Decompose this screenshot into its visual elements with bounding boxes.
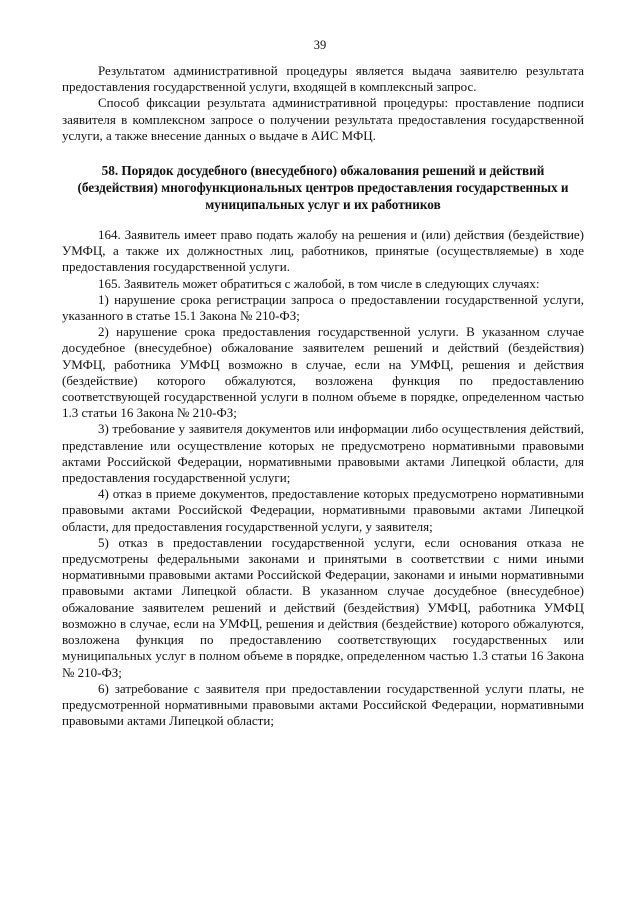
intro-paragraph-2: Способ фиксации результата административной процедуры: проставление подписи заявителя в комплексном запросе о получении результата предоставления государственной услуги, а также внесение данных о выдаче в АИС МФЦ.	[62, 95, 584, 143]
list-item-6: 6) затребование с заявителя при предоставлении государственной услуги платы, не предусмотренной нормативными правовыми актами Российской Федерации, нормативными правовыми актами Липецкой области;	[62, 680, 584, 729]
paragraph-164: 164. Заявитель имеет право подать жалобу на решения и (или) действия (бездействие) УМФЦ, а также их должностных лиц, работников, принятые (осуществляемые) в ходе предоставления государственной услуги.	[62, 227, 584, 275]
list-item-2: 2) нарушение срока предоставления государственной услуги. В указанном случае досудебное (внесудебное) обжалование заявителем решений и действий (бездействия) УМФЦ, работника УМФЦ возможно в случае, если на УМФЦ, решения и действия (бездействие) которого обжалуются, возложена функция по предоставлению соответствующей государственной услуги в полном объеме в порядке, определенном частью 1.3 статьи 16 Закона № 210-ФЗ;	[62, 324, 584, 421]
list-item-5: 5) отказ в предоставлении государственной услуги, если основания отказа не предусмотрены федеральными законами и принятыми в соответствии с ними иными нормативными правовыми актами Российской Федерации, законами и иными нормативными правовыми актами Липецкой области. В указанном случае досудебное (внесудебное) обжалование заявителем решений и действий (бездействия) УМФЦ, работника УМФЦ возможно в случае, если на УМФЦ, решения и действия (бездействие) которого обжалуются, возложена функция по предоставлению соответствующих государственных или муниципальных услуг в полном объеме в порядке, определенном частью 1.3 статьи 16 Закона № 210-ФЗ;	[62, 534, 584, 680]
list-item-1: 1) нарушение срока регистрации запроса о предоставлении государственной услуги, указанного в статье 15.1 Закона № 210-ФЗ;	[62, 291, 584, 324]
intro-paragraph-1: Результатом административной процедуры является выдача заявителю результата предоставления государственной услуги, входящей в комплексный запрос.	[62, 63, 584, 95]
page-number: 39	[313, 38, 327, 52]
list-item-4: 4) отказ в приеме документов, предоставление которых предусмотрено нормативными правовыми актами Российской Федерации, нормативными правовыми актами Липецкой области, для предоставления государственной услуги, у заявителя;	[62, 486, 584, 534]
section-heading: 58. Порядок досудебного (внесудебного) обжалования решений и действий (бездействия) многофункциональных центров предоставления государственных и муниципальных услуг и их работников	[77, 163, 569, 213]
document-body	[62, 63, 584, 729]
list-item-3: 3) требование у заявителя документов или информации либо осуществления действий, представление или осуществление которых не предусмотрено нормативными правовыми актами Российской Федерации, нормативными правовыми актами Липецкой области, для предоставления государственной услуги;	[62, 421, 584, 486]
paragraph-165: 165. Заявитель может обратиться с жалобой, в том числе в следующих случаях:	[98, 275, 540, 291]
